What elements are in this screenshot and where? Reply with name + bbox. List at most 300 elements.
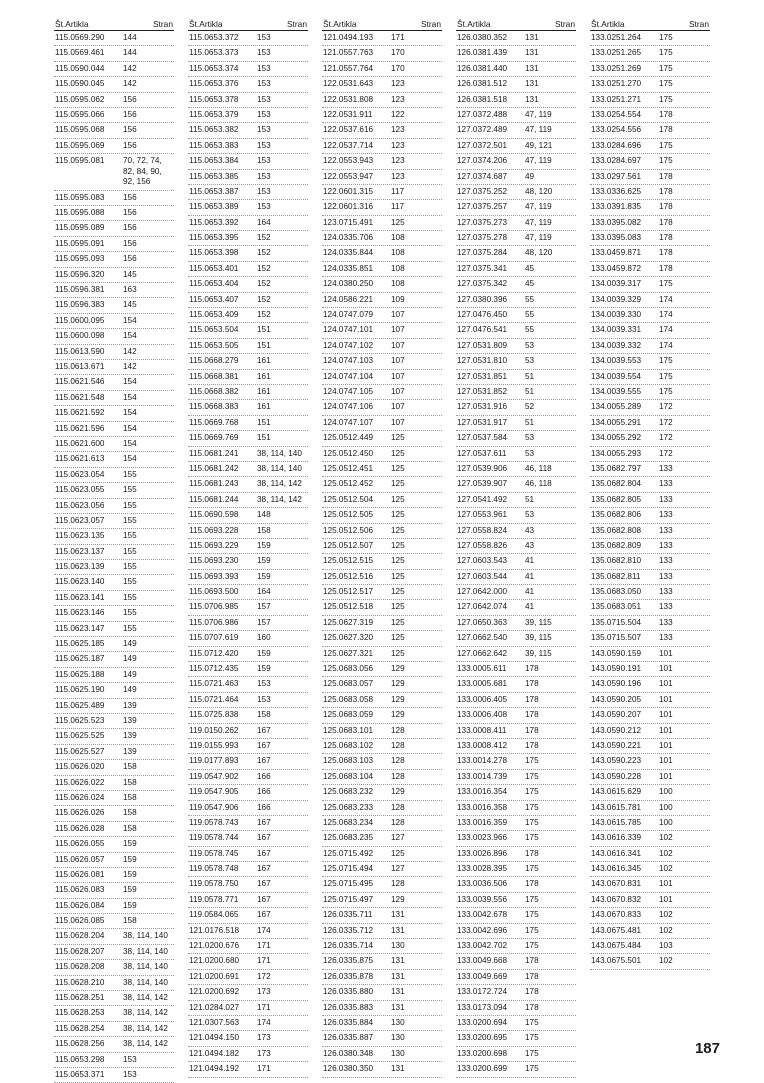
article-number: 143.0590.205 bbox=[591, 694, 642, 704]
page-ref: 131 bbox=[391, 1002, 405, 1012]
page-ref: 155 bbox=[123, 485, 137, 495]
article-number: 115.0595.069 bbox=[55, 140, 105, 150]
page-ref: 153 bbox=[257, 202, 271, 212]
page-ref: 41 bbox=[525, 602, 535, 612]
index-row bbox=[322, 447, 442, 462]
index-row bbox=[322, 677, 442, 692]
index-row bbox=[322, 693, 442, 708]
index-row bbox=[322, 1016, 442, 1031]
index-row bbox=[322, 708, 442, 723]
index-row bbox=[456, 831, 576, 846]
index-row bbox=[188, 123, 308, 138]
index-row bbox=[54, 139, 174, 154]
index-row bbox=[322, 216, 442, 231]
article-number: 127.0553.961 bbox=[457, 510, 508, 520]
article-number: 115.0596.320 bbox=[55, 269, 105, 279]
page-ref: 158 bbox=[123, 916, 137, 926]
article-number: 134.0039.317 bbox=[591, 279, 642, 289]
article-number: 143.0590.221 bbox=[591, 740, 642, 750]
page-ref: 171 bbox=[257, 941, 271, 951]
index-row bbox=[456, 631, 576, 646]
index-row bbox=[322, 585, 442, 600]
page-ref: 47, 119 bbox=[525, 217, 552, 227]
index-row bbox=[54, 914, 174, 929]
page-ref: 178 bbox=[659, 217, 673, 227]
header-page: Stran bbox=[286, 19, 307, 29]
index-row bbox=[456, 1016, 576, 1031]
index-row bbox=[322, 231, 442, 246]
article-number: 126.0335.875 bbox=[323, 956, 374, 966]
article-number: 122.0531.808 bbox=[323, 94, 374, 104]
index-row bbox=[188, 231, 308, 246]
index-row bbox=[54, 499, 174, 514]
page-ref: 178 bbox=[525, 971, 539, 981]
article-number: 133.0028.395 bbox=[457, 864, 508, 874]
page-ref: 175 bbox=[659, 386, 673, 396]
article-number: 143.0675.481 bbox=[591, 925, 642, 935]
index-row bbox=[54, 853, 174, 868]
article-number: 115.0668.382 bbox=[189, 386, 239, 396]
page-ref: 164 bbox=[257, 587, 271, 597]
article-number: 133.0014.739 bbox=[457, 771, 508, 781]
article-number: 121.0557.763 bbox=[323, 48, 374, 58]
article-number: 115.0625.190 bbox=[55, 685, 105, 695]
index-row bbox=[188, 370, 308, 385]
page-ref: 101 bbox=[659, 648, 673, 658]
index-row bbox=[322, 246, 442, 261]
column-header bbox=[54, 18, 174, 31]
index-row bbox=[456, 970, 576, 985]
index-row bbox=[188, 447, 308, 462]
article-number: 133.0172.724 bbox=[457, 987, 508, 997]
index-row bbox=[456, 185, 576, 200]
article-number: 133.0200.694 bbox=[457, 1018, 508, 1027]
index-row bbox=[188, 323, 308, 338]
article-number: 125.0512.517 bbox=[323, 587, 374, 597]
article-number: 115.0653.298 bbox=[55, 1054, 105, 1064]
article-number: 115.0707.619 bbox=[189, 633, 239, 643]
page-ref: 101 bbox=[659, 894, 673, 904]
index-row bbox=[590, 123, 710, 138]
index-row bbox=[590, 893, 710, 908]
article-number: 115.0693.393 bbox=[189, 571, 239, 581]
index-row bbox=[54, 406, 174, 421]
page-ref: 152 bbox=[257, 310, 271, 320]
index-row bbox=[456, 216, 576, 231]
article-number: 143.0616.345 bbox=[591, 864, 642, 874]
index-row bbox=[54, 375, 174, 390]
article-number: 126.0335.880 bbox=[323, 987, 374, 997]
header-article: Št.Artikla bbox=[457, 19, 491, 29]
page-ref: 156 bbox=[123, 94, 137, 104]
page-ref: 38, 114, 142 bbox=[123, 1008, 168, 1018]
index-row bbox=[322, 1062, 442, 1077]
article-number: 133.0039.556 bbox=[457, 894, 508, 904]
article-number: 133.0023.966 bbox=[457, 833, 508, 843]
index-row bbox=[54, 314, 174, 329]
page-ref: 174 bbox=[257, 1018, 271, 1027]
page-ref: 152 bbox=[257, 233, 271, 243]
index-row bbox=[456, 754, 576, 769]
article-number: 125.0683.234 bbox=[323, 817, 374, 827]
page-ref: 167 bbox=[257, 725, 271, 735]
index-row bbox=[54, 575, 174, 590]
page-ref: 38, 114, 142 bbox=[257, 479, 302, 489]
index-row bbox=[456, 354, 576, 369]
article-number: 125.0715.494 bbox=[323, 864, 374, 874]
page-ref: 127 bbox=[391, 864, 405, 874]
article-number: 135.0715.504 bbox=[591, 617, 642, 627]
page-ref: 128 bbox=[391, 756, 405, 766]
index-row bbox=[456, 477, 576, 492]
article-number: 134.0039.329 bbox=[591, 294, 642, 304]
index-row bbox=[54, 154, 174, 191]
article-number: 133.0395.083 bbox=[591, 233, 642, 243]
index-column bbox=[322, 18, 442, 1078]
index-row bbox=[188, 539, 308, 554]
page-ref: 103 bbox=[659, 941, 673, 951]
index-row bbox=[322, 847, 442, 862]
index-row bbox=[322, 31, 442, 46]
index-row bbox=[54, 791, 174, 806]
page-ref: 128 bbox=[391, 725, 405, 735]
article-number: 115.0623.141 bbox=[55, 592, 105, 602]
article-number: 133.0297.561 bbox=[591, 171, 642, 181]
article-number: 127.0539.906 bbox=[457, 463, 508, 473]
page-ref: 155 bbox=[123, 469, 137, 479]
page-ref: 175 bbox=[525, 894, 539, 904]
article-number: 115.0725.838 bbox=[189, 710, 239, 720]
page-ref: 159 bbox=[257, 648, 271, 658]
article-number: 115.0681.242 bbox=[189, 463, 239, 473]
page-ref: 154 bbox=[123, 392, 137, 402]
article-number: 133.0459.872 bbox=[591, 263, 642, 273]
page-ref: 101 bbox=[659, 694, 673, 704]
page-ref: 100 bbox=[659, 802, 673, 812]
page-ref: 107 bbox=[391, 417, 405, 427]
index-row bbox=[54, 714, 174, 729]
article-number: 125.0512.518 bbox=[323, 602, 374, 612]
page-ref: 131 bbox=[391, 925, 405, 935]
index-row bbox=[54, 93, 174, 108]
page-ref: 125 bbox=[391, 448, 405, 458]
article-number: 125.0683.056 bbox=[323, 664, 374, 674]
article-number: 115.0613.590 bbox=[55, 346, 105, 356]
article-number: 115.0628.251 bbox=[55, 993, 105, 1003]
index-row bbox=[188, 293, 308, 308]
index-row bbox=[590, 385, 710, 400]
page-ref: 53 bbox=[525, 340, 535, 350]
article-number: 127.0642.074 bbox=[457, 602, 508, 612]
article-number: 127.0375.273 bbox=[457, 217, 508, 227]
index-row bbox=[54, 591, 174, 606]
article-number: 115.0721.463 bbox=[189, 679, 239, 689]
article-number: 126.0335.711 bbox=[323, 910, 373, 920]
page-ref: 47, 119 bbox=[525, 202, 552, 212]
index-row bbox=[590, 62, 710, 77]
page-ref: 155 bbox=[123, 500, 137, 510]
index-row bbox=[54, 883, 174, 898]
index-row bbox=[188, 170, 308, 185]
index-row bbox=[188, 93, 308, 108]
page-ref: 38, 114, 140 bbox=[123, 962, 168, 972]
index-row bbox=[54, 252, 174, 267]
page-ref: 167 bbox=[257, 740, 271, 750]
index-row bbox=[590, 585, 710, 600]
article-number: 115.0595.066 bbox=[55, 109, 105, 119]
page-ref: 53 bbox=[525, 356, 535, 366]
page-ref: 107 bbox=[391, 356, 405, 366]
index-row bbox=[590, 108, 710, 123]
article-number: 119.0547.906 bbox=[189, 802, 239, 812]
article-number: 115.0621.600 bbox=[55, 438, 105, 448]
index-row bbox=[456, 724, 576, 739]
page-ref: 133 bbox=[659, 525, 673, 535]
article-number: 133.0036.506 bbox=[457, 879, 508, 889]
page-ref: 117 bbox=[391, 186, 405, 196]
page-ref: 129 bbox=[391, 694, 405, 704]
page-ref: 157 bbox=[257, 617, 271, 627]
page-ref: 172 bbox=[659, 433, 673, 443]
page-ref: 178 bbox=[525, 848, 539, 858]
index-row bbox=[322, 816, 442, 831]
index-row bbox=[322, 616, 442, 631]
article-number: 115.0653.383 bbox=[189, 140, 239, 150]
article-number: 133.0284.696 bbox=[591, 140, 642, 150]
article-number: 126.0335.883 bbox=[323, 1002, 374, 1012]
index-row bbox=[54, 108, 174, 123]
index-row bbox=[456, 816, 576, 831]
index-row bbox=[590, 954, 710, 969]
index-row bbox=[54, 329, 174, 344]
page-ref: 173 bbox=[257, 1048, 271, 1058]
page-ref: 149 bbox=[123, 669, 137, 679]
page-ref: 151 bbox=[257, 325, 271, 335]
page-ref: 156 bbox=[123, 125, 137, 135]
page-ref: 131 bbox=[525, 33, 539, 42]
article-number: 115.0613.671 bbox=[55, 362, 105, 371]
index-row bbox=[188, 46, 308, 61]
index-row bbox=[188, 754, 308, 769]
article-number: 143.0616.341 bbox=[591, 848, 642, 858]
column-header bbox=[188, 18, 308, 31]
article-number: 125.0683.059 bbox=[323, 710, 374, 720]
page-ref: 175 bbox=[525, 925, 539, 935]
page-ref: 41 bbox=[525, 571, 535, 581]
article-number: 115.0595.062 bbox=[55, 94, 105, 104]
index-row bbox=[188, 139, 308, 154]
article-number: 115.0621.613 bbox=[55, 454, 105, 464]
article-number: 115.0600.098 bbox=[55, 331, 105, 341]
page-ref: 159 bbox=[123, 839, 137, 849]
article-number: 127.0642.000 bbox=[457, 587, 508, 597]
page-ref: 167 bbox=[257, 879, 271, 889]
index-row bbox=[322, 508, 442, 523]
page-ref: 178 bbox=[525, 725, 539, 735]
page-ref: 53 bbox=[525, 448, 535, 458]
article-number: 115.0626.081 bbox=[55, 869, 105, 879]
index-row bbox=[590, 600, 710, 615]
page-ref: 100 bbox=[659, 817, 673, 827]
article-number: 119.0547.905 bbox=[189, 787, 239, 797]
article-number: 115.0628.253 bbox=[55, 1008, 105, 1018]
article-number: 115.0621.596 bbox=[55, 423, 105, 433]
index-row bbox=[54, 360, 174, 375]
page-ref: 167 bbox=[257, 910, 271, 920]
page-ref: 154 bbox=[123, 408, 137, 418]
page-ref: 154 bbox=[123, 454, 137, 464]
index-row bbox=[456, 431, 576, 446]
page-ref: 151 bbox=[257, 340, 271, 350]
index-row bbox=[590, 877, 710, 892]
index-row bbox=[188, 354, 308, 369]
index-row bbox=[590, 862, 710, 877]
index-row bbox=[54, 929, 174, 944]
index-row bbox=[54, 991, 174, 1006]
article-number: 125.0512.451 bbox=[323, 463, 374, 473]
article-number: 115.0690.598 bbox=[189, 510, 239, 520]
article-number: 115.0653.395 bbox=[189, 233, 239, 243]
article-number: 126.0335.884 bbox=[323, 1018, 374, 1027]
page-ref: 156 bbox=[123, 140, 137, 150]
index-row bbox=[54, 298, 174, 313]
page-ref: 173 bbox=[257, 987, 271, 997]
page-ref: 133 bbox=[659, 617, 673, 627]
article-number: 115.0595.083 bbox=[55, 192, 105, 202]
page-ref: 167 bbox=[257, 848, 271, 858]
article-number: 126.0335.878 bbox=[323, 971, 374, 981]
article-number: 115.0653.409 bbox=[189, 310, 239, 320]
article-number: 127.0374.687 bbox=[457, 171, 508, 181]
article-number: 125.0512.449 bbox=[323, 433, 374, 443]
page-ref: 158 bbox=[123, 823, 137, 833]
article-number: 127.0476.450 bbox=[457, 310, 508, 320]
page-ref: 158 bbox=[123, 808, 137, 818]
page-ref: 102 bbox=[659, 848, 673, 858]
index-row bbox=[188, 570, 308, 585]
article-number: 115.0623.057 bbox=[55, 515, 105, 525]
page-ref: 178 bbox=[525, 664, 539, 674]
page-ref: 139 bbox=[123, 700, 137, 710]
index-row bbox=[456, 108, 576, 123]
header-article: Št.Artikla bbox=[591, 19, 625, 29]
index-row bbox=[590, 139, 710, 154]
index-row bbox=[590, 754, 710, 769]
page-ref: 159 bbox=[123, 869, 137, 879]
index-row bbox=[456, 1062, 576, 1077]
article-number: 133.0200.695 bbox=[457, 1033, 508, 1043]
article-number: 124.0747.105 bbox=[323, 386, 374, 396]
index-row bbox=[590, 46, 710, 61]
article-number: 126.0380.352 bbox=[457, 33, 508, 42]
article-number: 115.0626.083 bbox=[55, 885, 105, 895]
index-row bbox=[456, 1031, 576, 1046]
article-number: 115.0653.392 bbox=[189, 217, 239, 227]
page-ref: 142 bbox=[123, 362, 137, 371]
index-row bbox=[322, 739, 442, 754]
article-number: 133.0016.358 bbox=[457, 802, 508, 812]
article-number: 127.0662.642 bbox=[457, 648, 508, 658]
index-row bbox=[322, 370, 442, 385]
index-row bbox=[590, 939, 710, 954]
page-ref: 161 bbox=[257, 386, 271, 396]
index-row bbox=[188, 400, 308, 415]
header-page: Stran bbox=[688, 19, 709, 29]
index-row bbox=[590, 431, 710, 446]
page-ref: 166 bbox=[257, 787, 271, 797]
page-ref: 129 bbox=[391, 894, 405, 904]
article-number: 115.0653.382 bbox=[189, 125, 239, 135]
index-row bbox=[54, 668, 174, 683]
article-number: 115.0653.376 bbox=[189, 79, 239, 89]
article-number: 115.0596.381 bbox=[55, 285, 105, 295]
page-ref: 175 bbox=[659, 371, 673, 381]
article-number: 115.0668.383 bbox=[189, 402, 239, 412]
index-row bbox=[54, 652, 174, 667]
article-number: 115.0712.435 bbox=[189, 664, 239, 674]
page-ref: 174 bbox=[659, 325, 673, 335]
index-row bbox=[188, 662, 308, 677]
page-ref: 125 bbox=[391, 848, 405, 858]
page-ref: 41 bbox=[525, 587, 535, 597]
article-number: 115.0626.020 bbox=[55, 762, 105, 772]
page-ref: 102 bbox=[659, 925, 673, 935]
article-number: 133.0254.556 bbox=[591, 125, 642, 135]
page-ref: 166 bbox=[257, 802, 271, 812]
article-number: 119.0578.744 bbox=[189, 833, 239, 843]
index-row bbox=[322, 93, 442, 108]
page-ref: 45 bbox=[525, 279, 535, 289]
article-number: 121.0200.676 bbox=[189, 941, 240, 951]
page-ref: 130 bbox=[391, 941, 405, 951]
page-ref: 175 bbox=[525, 1048, 539, 1058]
article-number: 121.0200.691 bbox=[189, 971, 240, 981]
article-number: 115.0712.420 bbox=[189, 648, 239, 658]
page-ref: 128 bbox=[391, 802, 405, 812]
page-ref: 122 bbox=[391, 109, 405, 119]
article-number: 124.0335.851 bbox=[323, 263, 374, 273]
page-ref: 52 bbox=[525, 402, 535, 412]
index-row bbox=[456, 154, 576, 169]
article-number: 115.0653.371 bbox=[55, 1069, 105, 1079]
page-ref: 171 bbox=[257, 1002, 271, 1012]
index-row bbox=[322, 262, 442, 277]
page-ref: 125 bbox=[391, 217, 405, 227]
index-row bbox=[322, 293, 442, 308]
index-row bbox=[54, 206, 174, 221]
article-number: 143.0590.228 bbox=[591, 771, 642, 781]
index-row bbox=[456, 77, 576, 92]
index-row bbox=[188, 154, 308, 169]
article-number: 122.0537.714 bbox=[323, 140, 374, 150]
index-row bbox=[456, 939, 576, 954]
page-ref: 128 bbox=[391, 817, 405, 827]
page-ref: 53 bbox=[525, 510, 535, 520]
page-ref: 128 bbox=[391, 771, 405, 781]
index-row bbox=[188, 277, 308, 292]
page-ref: 123 bbox=[391, 94, 405, 104]
index-row bbox=[456, 1047, 576, 1062]
index-row bbox=[322, 185, 442, 200]
page-ref: 153 bbox=[257, 79, 271, 89]
index-row bbox=[456, 785, 576, 800]
article-number: 127.0650.363 bbox=[457, 617, 508, 627]
index-row bbox=[456, 585, 576, 600]
index-row bbox=[590, 354, 710, 369]
article-number: 115.0653.401 bbox=[189, 263, 239, 273]
page-ref: 171 bbox=[257, 1064, 271, 1074]
index-row bbox=[54, 945, 174, 960]
